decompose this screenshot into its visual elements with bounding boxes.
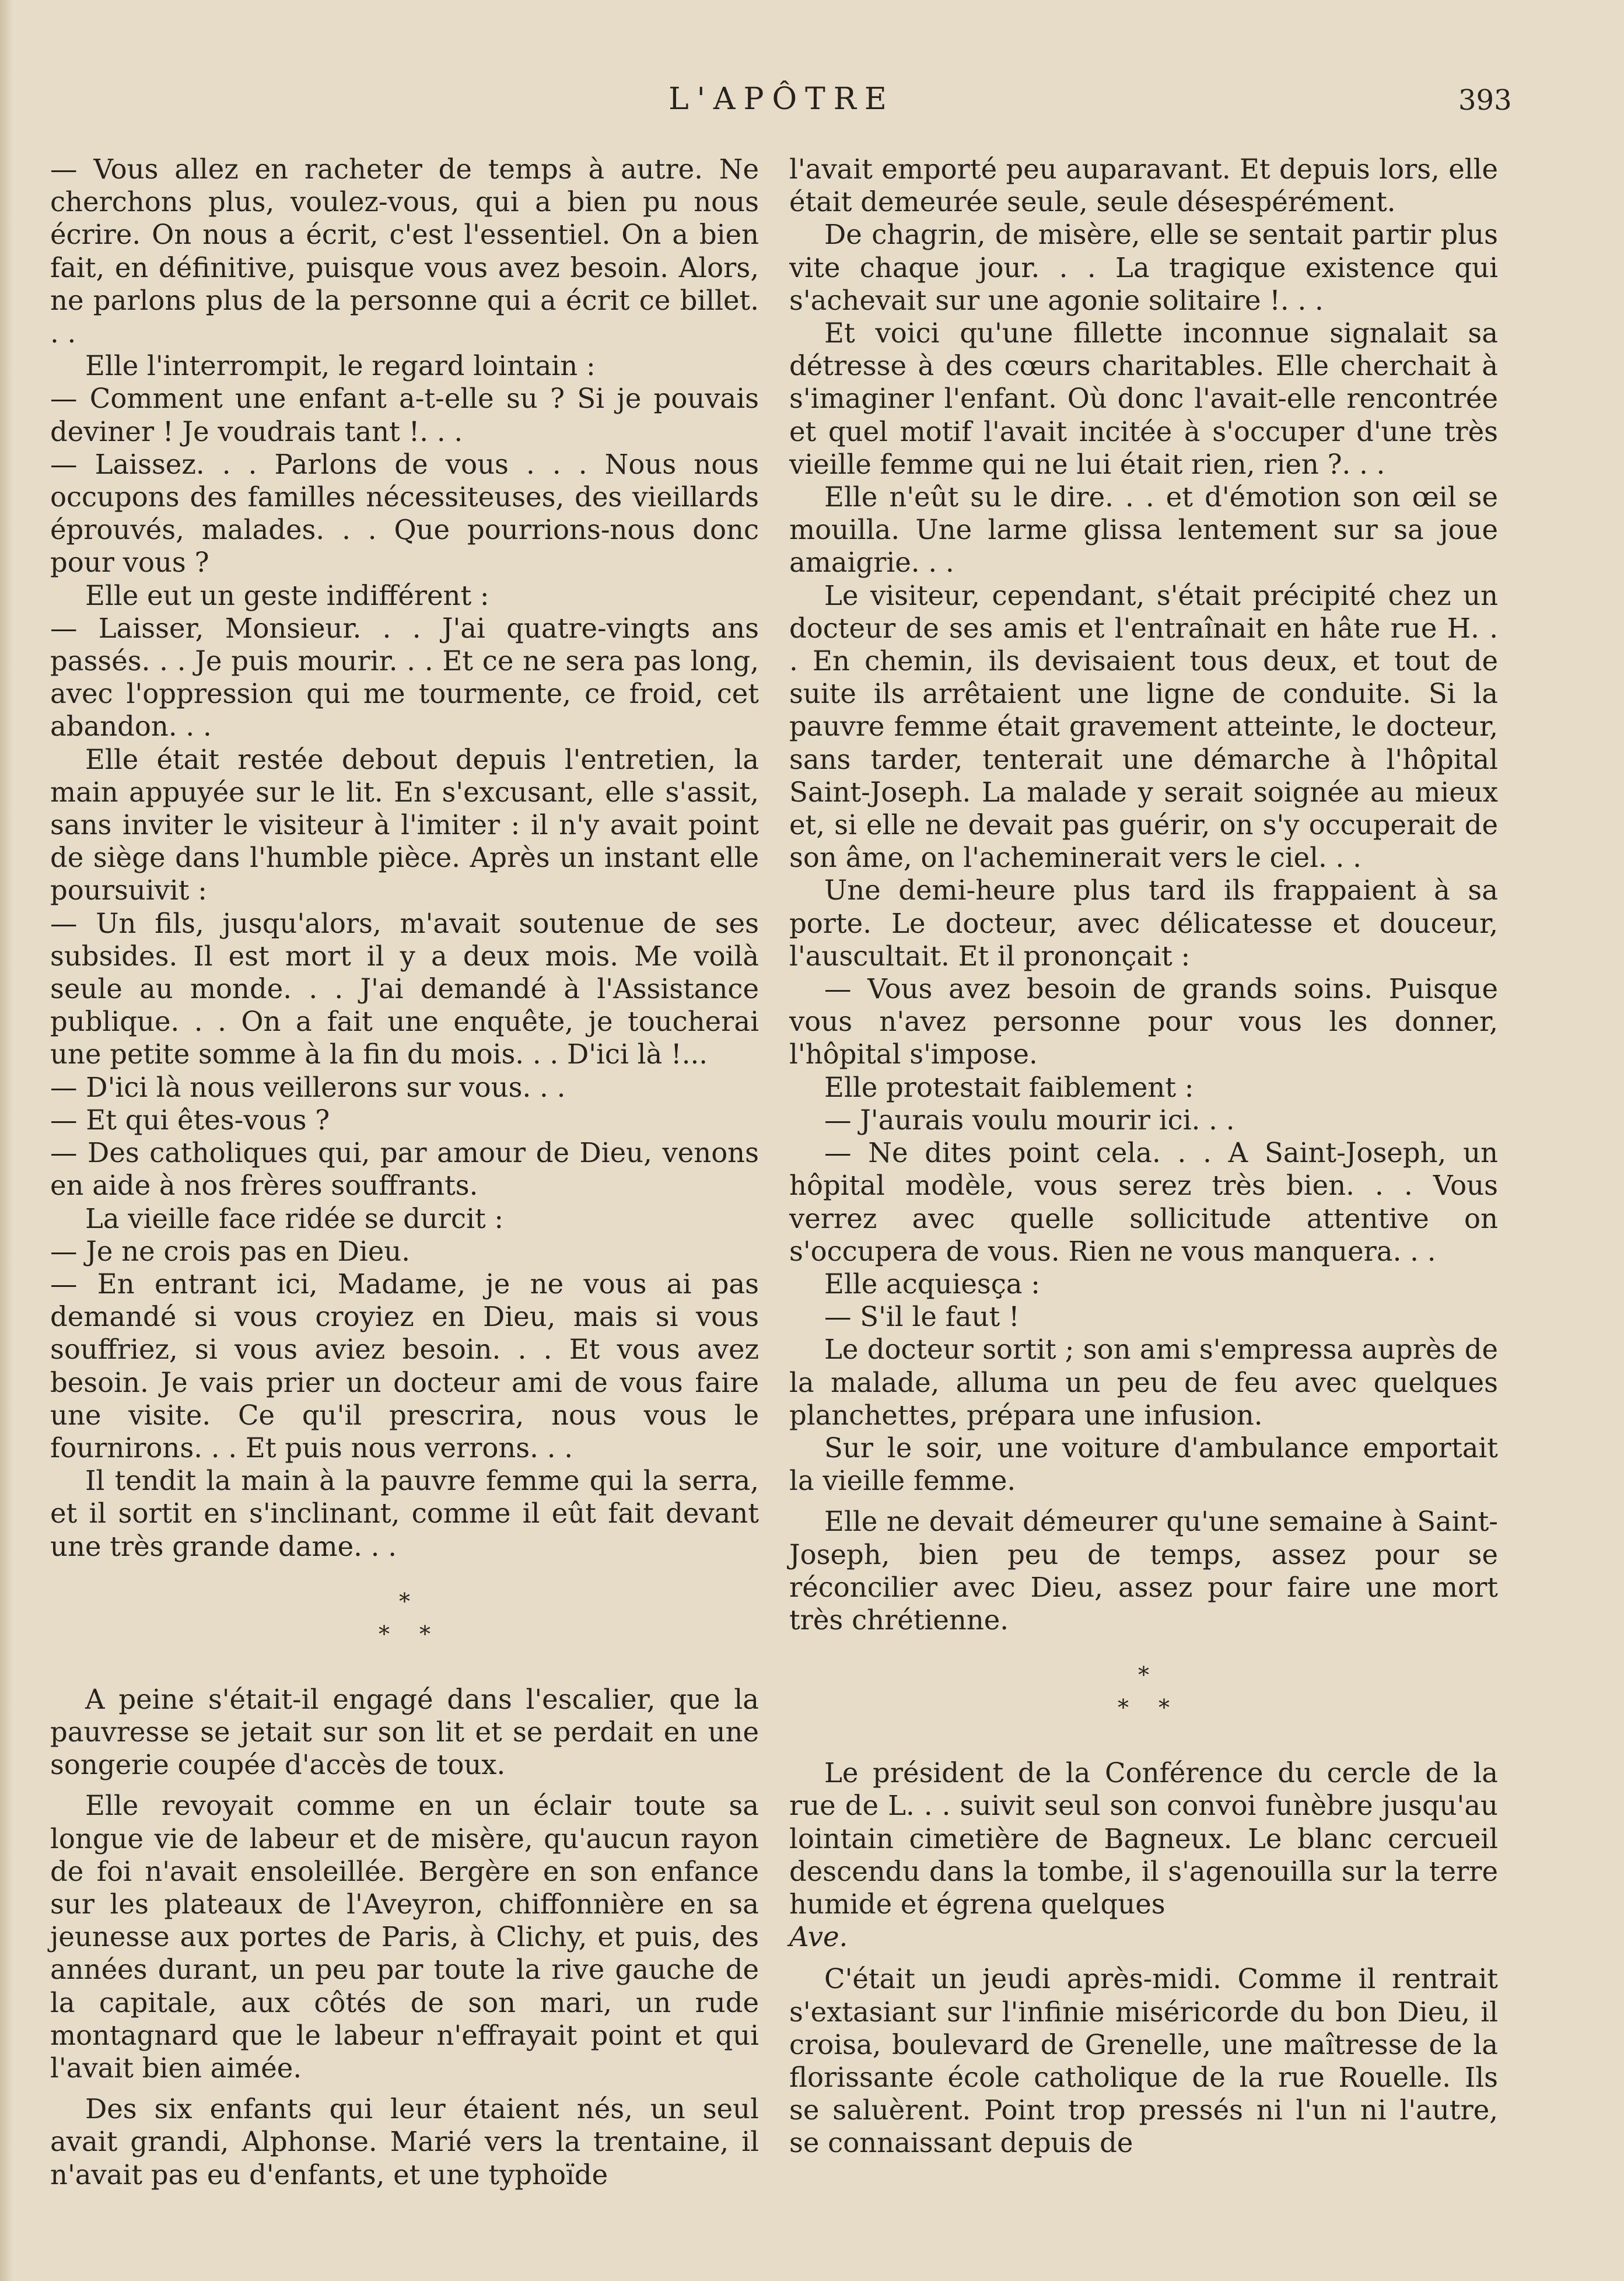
running-head [0, 82, 1624, 128]
paragraph: — Ne dites point cela. . . A Saint-Joseph, un hôpital modèle, vous serez très bien. . . Vous verrez avec quelle sollicitude attentive on s'occupera de vous. Rien ne vous manquera. . . [789, 1137, 1498, 1267]
paragraph: Le président de la Conférence du cercle de la rue de L. . . suivit seul son convoi funèbre jusqu'au lointain cimetière de Bagneux. Le blanc cercueil descendu dans la tombe, il s'agenouilla sur la terre humide et égrena quelques [789, 1757, 1498, 1920]
paragraph: — Et qui êtes-vous ? [50, 1104, 330, 1136]
paragraph: — Un fils, jusqu'alors, m'avait soutenue de ses subsides. Il est mort il y a deux mois. Me voilà seule au monde. . . J'ai demandé à l'Assistance publique. . . On a fait une enquête, je toucherai une petite somme à la fin du mois. . . D'ici là !... [50, 907, 759, 1070]
paragraph: Il tendit la main à la pauvre femme qui la serra, et il sortit en s'inclinant, comme il eût fait devant une très grande dame. . . [50, 1465, 759, 1562]
paragraph: Elle l'interrompit, le regard lointain : [85, 350, 596, 382]
paragraph: Sur le soir, une voiture d'ambulance emportait la vieille femme. [789, 1432, 1498, 1497]
paragraph-italic [789, 1920, 1498, 1953]
paragraph: — J'aurais voulu mourir ici. . . [824, 1104, 1235, 1136]
paragraph: De chagrin, de misère, elle se sentait partir plus vite chaque jour. . . La tragique existence qui s'achevait sur une agonie solitaire !. . . [789, 219, 1498, 316]
paragraph: l'avait emporté peu auparavant. Et depuis lors, elle était demeurée seule, seule désespérément. [789, 153, 1498, 218]
section-ornament-top: * [399, 1588, 410, 1614]
paragraph: Elle était restée debout depuis l'entretien, la main appuyée sur le lit. En s'excusant, elle s'assit, sans inviter le visiteur à l'imiter : il n'y avait point de siège dans l'humble pièce. Après un instant elle poursuivit : [50, 743, 759, 907]
page-number: 393 [1458, 84, 1512, 117]
paragraph: Elle eut un geste indifférent : [85, 579, 489, 611]
paragraph: — Vous avez besoin de grands soins. Puisque vous n'avez personne pour vous les donner, l'hôpital s'impose. [789, 973, 1498, 1070]
paragraph: — Laisser, Monsieur. . . J'ai quatre-vingts ans passés. . . Je puis mourir. . . Et ce ne sera pas long, avec l'oppression qui me tourmente, ce froid, cet abandon. . . [50, 612, 759, 743]
paragraph: Elle acquiesça : [824, 1268, 1040, 1300]
paragraph: — En entrant ici, Madame, je ne vous ai pas demandé si vous croyiez en Dieu, mais si vous souffriez, si vous aviez besoin. . . Et vous avez besoin. Je vais prier un docteur ami de vous faire une visite. Ce qu'il prescrira, nous vous le fournirons. . . Et puis nous verrons. . . [50, 1268, 759, 1464]
left-column [50, 153, 759, 2191]
ornament-star: * [419, 1621, 430, 1647]
paragraph: Des six enfants qui leur étaient nés, un seul avait grandi, Alphonse. Marié vers la trentaine, il n'avait pas eu d'enfants, et une typhoïde [50, 2093, 759, 2191]
paragraph: — Comment une enfant a-t-elle su ? Si je pouvais deviner ! Je voudrais tant !. . . [50, 383, 759, 447]
section-ornament-top: * [1138, 1662, 1149, 1688]
paragraph: Elle protestait faiblement : [824, 1071, 1194, 1103]
paragraph: Elle n'eût su le dire. . . et d'émotion son œil se mouilla. Une larme glissa lentement sur sa joue amaigrie. . . [789, 481, 1498, 579]
paragraph: — Laissez. . . Parlons de vous . . . Nous nous occupons des familles nécessiteuses, des vieillards éprouvés, malades. . . Que pourrions-nous donc pour vous ? [50, 448, 759, 579]
paragraph: A peine s'était-il engagé dans l'escalier, que la pauvresse se jetait sur son lit et se perdait en une songerie coupée d'accès de toux. [50, 1683, 759, 1781]
paragraph: Le docteur sortit ; son ami s'empressa auprès de la malade, alluma un peu de feu avec quelques planchettes, prépara une infusion. [789, 1334, 1498, 1431]
paragraph: — Des catholiques qui, par amour de Dieu, venons en aide à nos frères souffrants. [50, 1137, 759, 1202]
paragraph: — S'il le faut ! [824, 1301, 1020, 1333]
paragraph: Une demi-heure plus tard ils frappaient à sa porte. Le docteur, avec délicatesse et douceur, l'auscultait. Et il prononçait : [789, 874, 1498, 972]
section-ornament-bottom [50, 1618, 759, 1650]
paragraph: — Vous allez en racheter de temps à autre. Ne cherchons plus, voulez-vous, qui a bien pu nous écrire. On nous a écrit, c'est l'essentiel. On a bien fait, en définitive, puisque vous avez besoin. Alors, ne parlons plus de la personne qui a écrit ce billet. . . [50, 153, 759, 349]
ornament-star: * [1158, 1695, 1170, 1721]
paragraph: Elle revoyait comme en un éclair toute sa longue vie de labeur et de misère, qu'aucun rayon de foi n'avait ensoleillée. Bergère en son enfance sur les plateaux de l'Aveyron, chiffonnière en sa jeunesse aux portes de Paris, à Clichy, et puis, des années durant, un peu par toute la rive gauche de la capitale, aux côtés de son mari, un rude montagnard que le labeur n'effrayait point et qui l'avait bien aimée. [50, 1790, 759, 2084]
paragraph: — D'ici là nous veillerons sur vous. . . [50, 1071, 566, 1103]
section-ornament-bottom [789, 1691, 1498, 1724]
page-edge [0, 0, 13, 2281]
running-title: L'APÔTRE [668, 82, 895, 117]
ornament-star: * [379, 1621, 390, 1647]
ornament-star: * [1118, 1695, 1129, 1721]
right-column [789, 153, 1498, 2160]
paragraph: — Je ne crois pas en Dieu. [50, 1235, 411, 1267]
paragraph: Le visiteur, cependant, s'était précipité chez un docteur de ses amis et l'entraînait en hâte rue H. . . En chemin, ils devisaient tous deux, et tout de suite ils arrêtaient une ligne de conduite. Si la pauvre femme était gravement atteinte, le docteur, sans tarder, tenterait une démarche à l'hôpital Saint-Joseph. La malade y serait soignée au mieux et, si elle ne devait pas guérir, on s'y occuperait de son âme, on l'acheminerait vers le ciel. . . [789, 579, 1498, 874]
paragraph: La vieille face ridée se durcit : [85, 1202, 504, 1234]
paragraph: Elle ne devait démeurer qu'une semaine à Saint-Joseph, bien peu de temps, assez pour se réconcilier avec Dieu, assez pour faire une mort très chrétienne. [789, 1506, 1498, 1636]
italic-word: Ave. [789, 1921, 848, 1953]
paragraph: C'était un jeudi après-midi. Comme il rentrait s'extasiant sur l'infinie miséricorde du bon Dieu, il croisa, boulevard de Grenelle, une maîtresse de la florissante école catholique de la rue Rouelle. Ils se saluèrent. Point trop pressés ni l'un ni l'autre, se connaissant depuis de [789, 1963, 1498, 2159]
paragraph: Et voici qu'une fillette inconnue signalait sa détresse à des cœurs charitables. Elle cherchait à s'imaginer l'enfant. Où donc l'avait-elle rencontrée et quel motif l'avait incitée à s'occuper d'une très vieille femme qui ne lui était rien, rien ?. . . [789, 317, 1498, 480]
